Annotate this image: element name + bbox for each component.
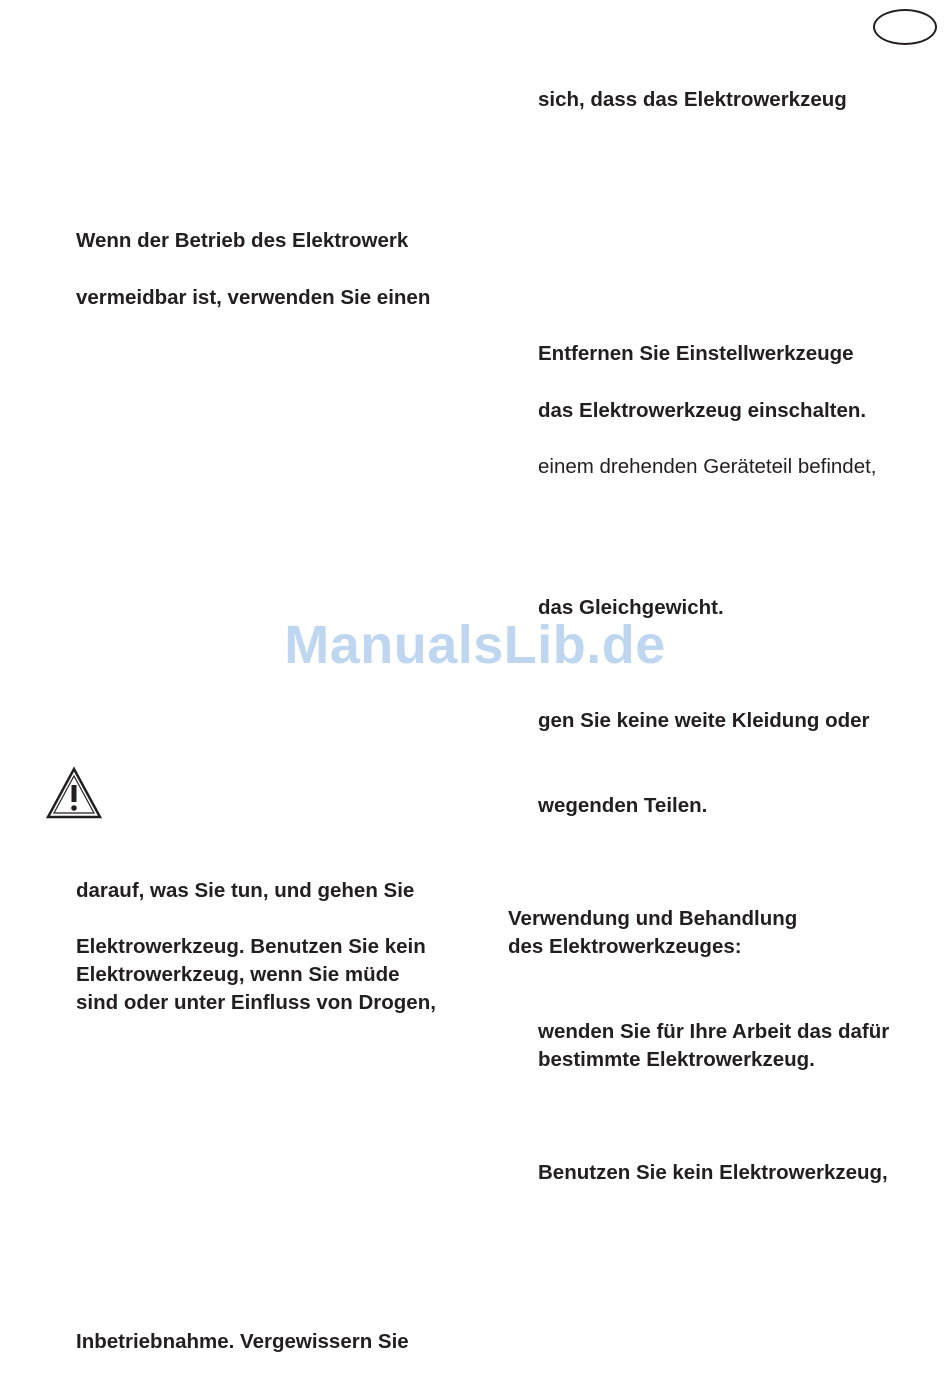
right-line-7: wegenden Teilen. (538, 794, 708, 817)
right-line-1: sich, dass das Elektrowerkzeug (538, 88, 847, 111)
left-line-1: Wenn der Betrieb des Elektrowerk (76, 229, 409, 252)
right-line-2: Entfernen Sie Einstellwerkzeuge (538, 342, 854, 365)
section-heading-line-1: Verwendung und Behandlung (508, 907, 798, 930)
right-line-6: gen Sie keine weite Kleidung oder (538, 709, 870, 732)
section-heading-line-2: des Elektrowerkzeuges: (508, 935, 742, 958)
right-line-9: bestimmte Elektrowerkzeug. (538, 1048, 815, 1071)
left-line-2: vermeidbar ist, verwenden Sie einen (76, 286, 431, 309)
left-line-5: Elektrowerkzeug, wenn Sie müde (76, 963, 400, 986)
right-line-5: das Gleichgewicht. (538, 596, 724, 619)
left-line-3: darauf, was Sie tun, und gehen Sie (76, 879, 415, 902)
left-line-7: Inbetriebnahme. Vergewissern Sie (76, 1330, 409, 1353)
right-line-3: das Elektrowerkzeug einschalten. (538, 399, 867, 422)
right-line-10: Benutzen Sie kein Elektrowerkzeug, (538, 1161, 888, 1184)
language-badge (873, 9, 937, 45)
right-line-8: wenden Sie für Ihre Arbeit das dafür (538, 1020, 890, 1043)
watermark: ManualsLib.de (284, 615, 666, 675)
right-line-4: einem drehenden Geräteteil befindet, (538, 455, 877, 478)
left-line-6: sind oder unter Einfluss von Drogen, (76, 991, 436, 1014)
warning-triangle-icon (45, 766, 103, 820)
left-line-4: Elektrowerkzeug. Benutzen Sie kein (76, 935, 426, 958)
